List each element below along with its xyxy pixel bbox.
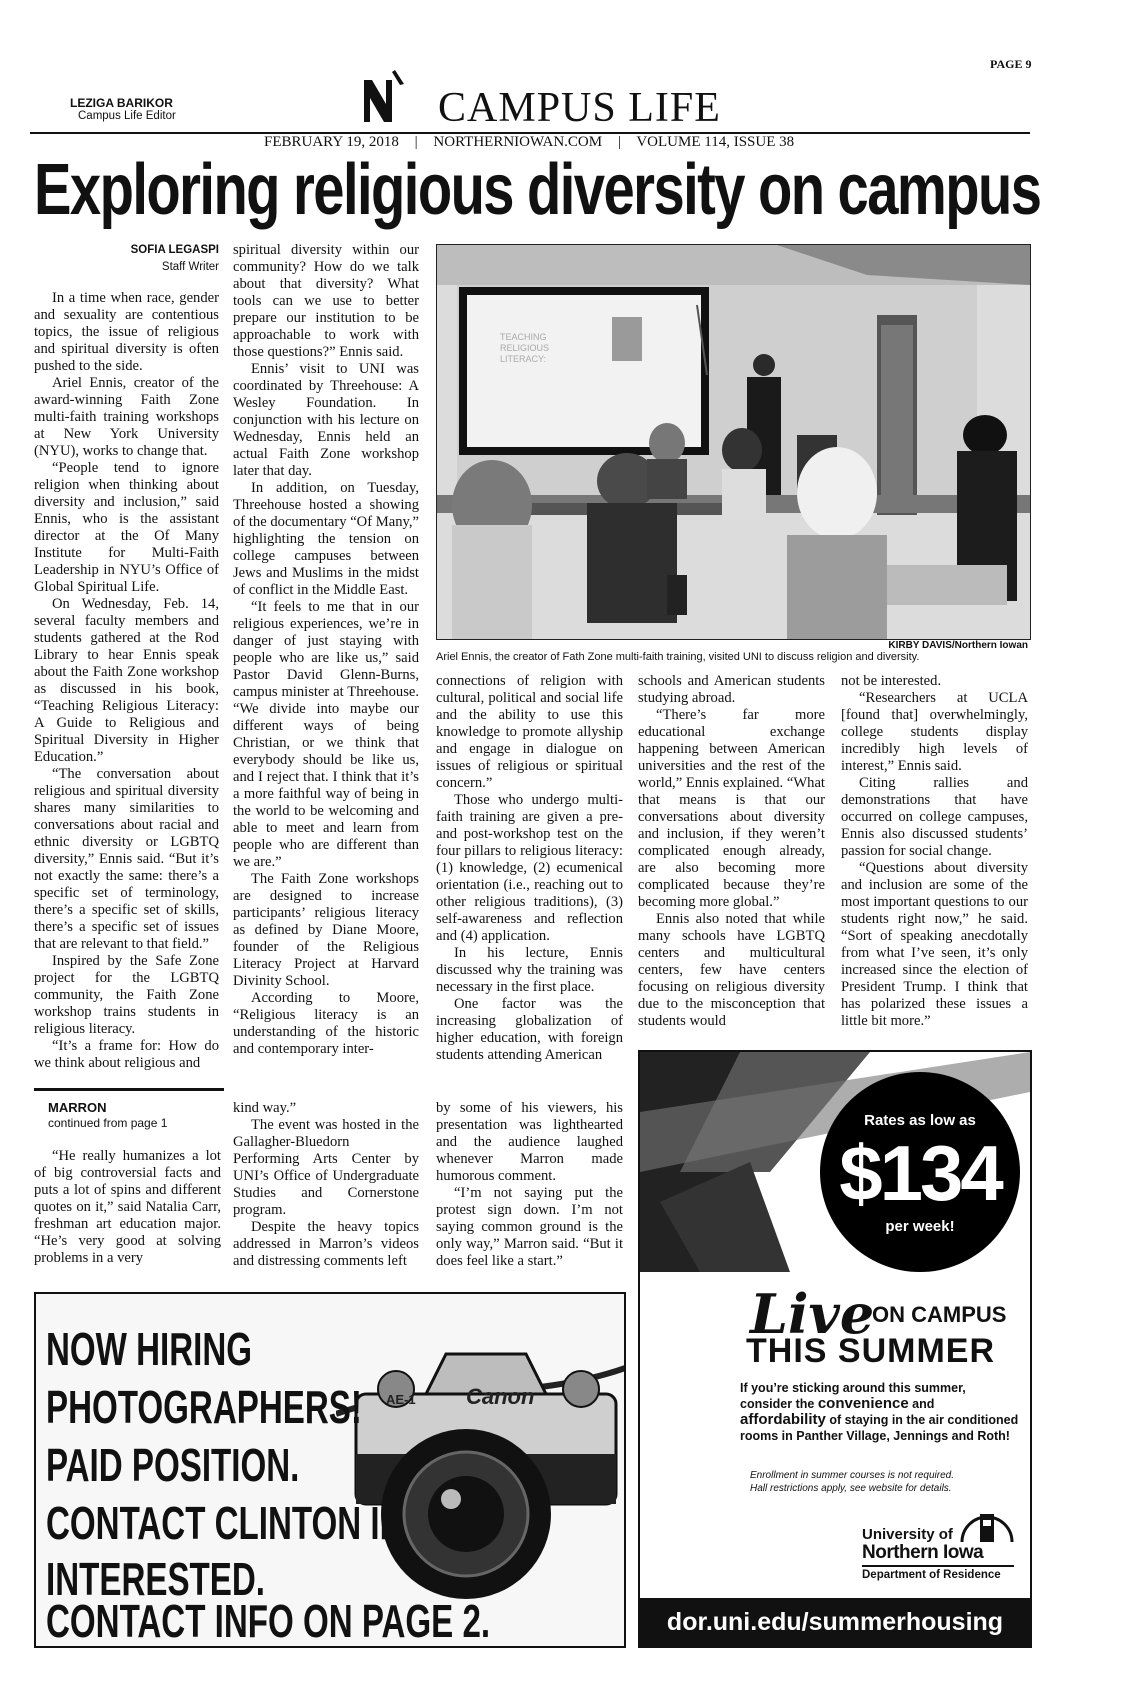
housing-url[interactable]: dor.uni.edu/summerhousing — [640, 1598, 1030, 1646]
hiring-line: CONTACT INFO ON PAGE 2. — [46, 1595, 491, 1647]
hiring-line: PAID POSITION. — [46, 1439, 300, 1491]
website-link[interactable]: NORTHERNIOWAN.COM — [433, 134, 603, 150]
uni-line-2: Northern Iowa — [862, 1542, 984, 1563]
paragraph: Those who undergo multi-faith training are given a pre- and post-workshop test on the four pillars to religious literacy: (1) knowledge, (2) ecumenical orientation (i.e., reaching out to other religious traditions), (3) self-awareness and reflection and (4) application. — [436, 792, 623, 944]
article-column-3 — [436, 673, 623, 1064]
body-text: and — [912, 1397, 935, 1411]
paragraph: by some of his viewers, his presentation was lighthearted and the audience laughed whenever Marron made humorous comment. — [436, 1100, 623, 1184]
paragraph: “Researchers at UCLA [found that] overwhelmingly, college students display incredibly high levels of interest,” Ennis said. — [841, 690, 1028, 774]
body-text: If you’re sticking around this summer, consider the — [740, 1381, 966, 1411]
paragraph: One factor was the increasing globalization of higher education, with foreign students attending American — [436, 996, 623, 1063]
author-role: Staff Writer — [161, 261, 219, 273]
paragraph: Ariel Ennis, creator of the award-winning Faith Zone multi-faith training workshops at New York University (NYU), works to change that. — [34, 375, 219, 459]
paragraph: “It’s a frame for: How do we think about religious and — [34, 1038, 219, 1071]
article-column-4 — [638, 673, 825, 1030]
marron-column-1 — [34, 1148, 221, 1267]
paragraph: “It feels to me that in our religious experiences, we’re in danger of just staying with people who are like us,” said Pastor David Glenn-Burns, campus minister at Threehouse. “We divide into maybe our different ways of being Christian, or we think that everybody should be like us, and I reject that. I think that it’s a more faithful way of being in the world to be welcoming and able to meet and learn from people who are different than we are.” — [233, 599, 419, 870]
paragraph: spiritual diversity within our community? How do we talk about that diversity? What tools can we use to better prepare our institution to be approachable to work with those questions?” Ennis said. — [233, 242, 419, 360]
campanile-icon — [958, 1510, 1016, 1544]
restrictions-note: Hall restrictions apply, see website for details. — [750, 1483, 952, 1494]
on-campus: ON CAMPUS — [872, 1302, 1007, 1327]
dateline-separator: | — [617, 134, 621, 150]
photo-caption: Ariel Ennis, the creator of Fath Zone multi-faith training, visited UNI to discuss religion and diversity. — [436, 651, 920, 663]
paragraph: “There’s far more educational exchange happening between American universities and the rest of the world,” Ennis explained. “What that means is that our conversations about diversity and inclusion, if they weren’t complicated enough already, are also becoming more complicated because they’re becoming more global.” — [638, 707, 825, 910]
paragraph: Despite the heavy topics addressed in Marron’s videos and distressing comments left — [233, 1219, 419, 1269]
section-title: CAMPUS LIFE — [438, 85, 721, 131]
marron-column-3 — [436, 1100, 623, 1270]
paragraph: Ennis also noted that while many schools have LGBTQ centers and multicultural centers, few have centers focusing on religious diversity due to the misconception that students would — [638, 911, 825, 1029]
marron-column-2 — [233, 1100, 419, 1270]
price: $134 — [839, 1129, 1001, 1217]
housing-body — [740, 1380, 1020, 1444]
per-week: per week! — [885, 1218, 955, 1235]
paragraph: In a time when race, gender and sexuality are contentious topics, the issue of religious and spiritual diversity is often pushed to the side. — [34, 290, 219, 374]
editor-name: LEZIGA BARIKOR — [70, 96, 173, 110]
paragraph: connections of religion with cultural, political and social life and the ability to use this knowledge to promote allyship and engage in dialogue on issues of religious or spiritual concern.” — [436, 673, 623, 791]
paragraph: According to Moore, “Religious literacy is an understanding of the historic and contemporary inter- — [233, 990, 419, 1057]
article-column-2 — [233, 242, 419, 1058]
author-name: SOFIA LEGASPI — [130, 244, 219, 256]
hiring-line: PHOTOGRAPHERS! — [46, 1381, 362, 1433]
marron-slug: MARRON — [48, 1100, 107, 1115]
hiring-line: INTERESTED. — [46, 1553, 265, 1605]
this-summer: THIS SUMMER — [746, 1332, 995, 1370]
price-badge — [820, 1072, 1020, 1272]
paragraph: In his lecture, Ennis discussed why the training was necessary in the first place. — [436, 945, 623, 995]
uni-line-1: University of — [862, 1526, 953, 1543]
hiring-ad[interactable] — [34, 1292, 626, 1648]
department: Department of Residence — [862, 1569, 1001, 1581]
paragraph: “Questions about diversity and inclusion are some of the most important questions to our students right now,” he said. “Sort of speaking anecdotally from what I’ve seen, it’s only increased since the election of President Trump. I think that has polarized these issues a little bit more.” — [841, 860, 1028, 1029]
photo-credit: KIRBY DAVIS/Northern Iowan — [888, 640, 1028, 651]
paragraph: Inspired by the Safe Zone project for the LGBTQ community, the Faith Zone workshop trains students in religious literacy. — [34, 953, 219, 1037]
paragraph: “The conversation about religious and spiritual diversity shares many similarities to conversations about racial and ethnic diversity or LGBTQ diversity,” Ennis said. “But it’s not exactly the same: there’s a specific set of terminology, there’s a specific set of skills, there’s a specific set of issues that are relevant to that field.” — [34, 766, 219, 952]
paragraph: On Wednesday, Feb. 14, several faculty members and students gathered at the Rod Library to hear Ennis speak about the Faith Zone workshop as discussed in his book, “Teaching Religious Literacy: A Guide to Religious and Spiritual Diversity in Higher Education.” — [34, 596, 219, 765]
marron-continued: continued from page 1 — [48, 1116, 168, 1130]
paragraph: “I’m not saying put the protest sign down. I’m not saying common ground is the only way,” Marron said. “But it does feel like a start.” — [436, 1185, 623, 1269]
live-script: Live — [750, 1282, 875, 1346]
volume-issue: VOLUME 114, ISSUE 38 — [636, 134, 795, 150]
highlight: convenience — [817, 1395, 909, 1412]
paragraph: kind way.” — [233, 1100, 297, 1116]
paragraph: The Faith Zone workshops are designed to increase participants’ religious literacy as defined by Diane Moore, founder of the Religious Literacy Project at Harvard Divinity School. — [233, 871, 419, 989]
paragraph: not be interested. — [841, 673, 942, 689]
camera-model: AE-1 — [386, 1392, 416, 1407]
editor-title: Campus Life Editor — [78, 110, 176, 122]
housing-ad[interactable] — [638, 1050, 1032, 1648]
article-column-1 — [34, 242, 219, 1072]
section-divider — [34, 1088, 224, 1091]
article-column-5 — [841, 673, 1028, 1030]
dateline-separator: | — [414, 134, 418, 150]
enrollment-note: Enrollment in summer courses is not required. — [750, 1470, 954, 1481]
hiring-line: CONTACT CLINTON IF — [46, 1497, 400, 1549]
page-number: PAGE 9 — [990, 57, 1032, 71]
camera-brand: Canon — [466, 1384, 535, 1409]
photo-slide-text: TEACHING RELIGIOUS LITERACY: — [500, 332, 550, 364]
hiring-line: NOW HIRING — [46, 1323, 253, 1375]
paragraph: “People tend to ignore religion when thinking about diversity and inclusion,” said Ennis, who is the assistant director at the Of Many Institute for Multi-Faith Leadership in NYU’s Office of Global Spiritual Life. — [34, 460, 219, 595]
paragraph: Ennis’ visit to UNI was coordinated by Threehouse: A Wesley Foundation. In conjunction with his lecture on Wednesday, Ennis held an actual Faith Zone workshop later that day. — [233, 361, 419, 479]
paragraph: schools and American students studying abroad. — [638, 673, 825, 706]
issue-date: FEBRUARY 19, 2018 — [264, 134, 399, 150]
uni-logo — [862, 1510, 1022, 1590]
lecture-photo — [436, 244, 1031, 640]
body-text: of staying in the air conditioned rooms in Panther Village, Jennings and Roth! — [740, 1413, 1019, 1443]
paragraph: In addition, on Tuesday, Threehouse hosted a showing of the documentary “Of Many,” highlighting the tension on college campuses between Jews and Muslims in the midst of conflict in the Middle East. — [233, 480, 419, 598]
paragraph: The event was hosted in the Gallagher-Bluedorn Performing Arts Center by UNI’s Office of Undergraduate Studies and Cornerstone program. — [233, 1117, 419, 1218]
northern-iowan-logo — [362, 68, 406, 124]
highlight: affordability — [740, 1411, 826, 1428]
rates-text: Rates as low as — [864, 1112, 976, 1129]
paragraph: Citing rallies and demonstrations that have occurred on college campuses, Ennis also discussed students’ passion for social change. — [841, 775, 1028, 859]
logo-rule — [862, 1565, 1014, 1567]
dateline — [264, 134, 794, 151]
paragraph: “He really humanizes a lot of big controversial facts and puts a lot of spins and different quotes on it,” said Natalia Carr, freshman art education major. “He’s very good at solving problems in a very — [34, 1148, 221, 1266]
article-headline: Exploring religious diversity on campus — [34, 150, 1041, 230]
